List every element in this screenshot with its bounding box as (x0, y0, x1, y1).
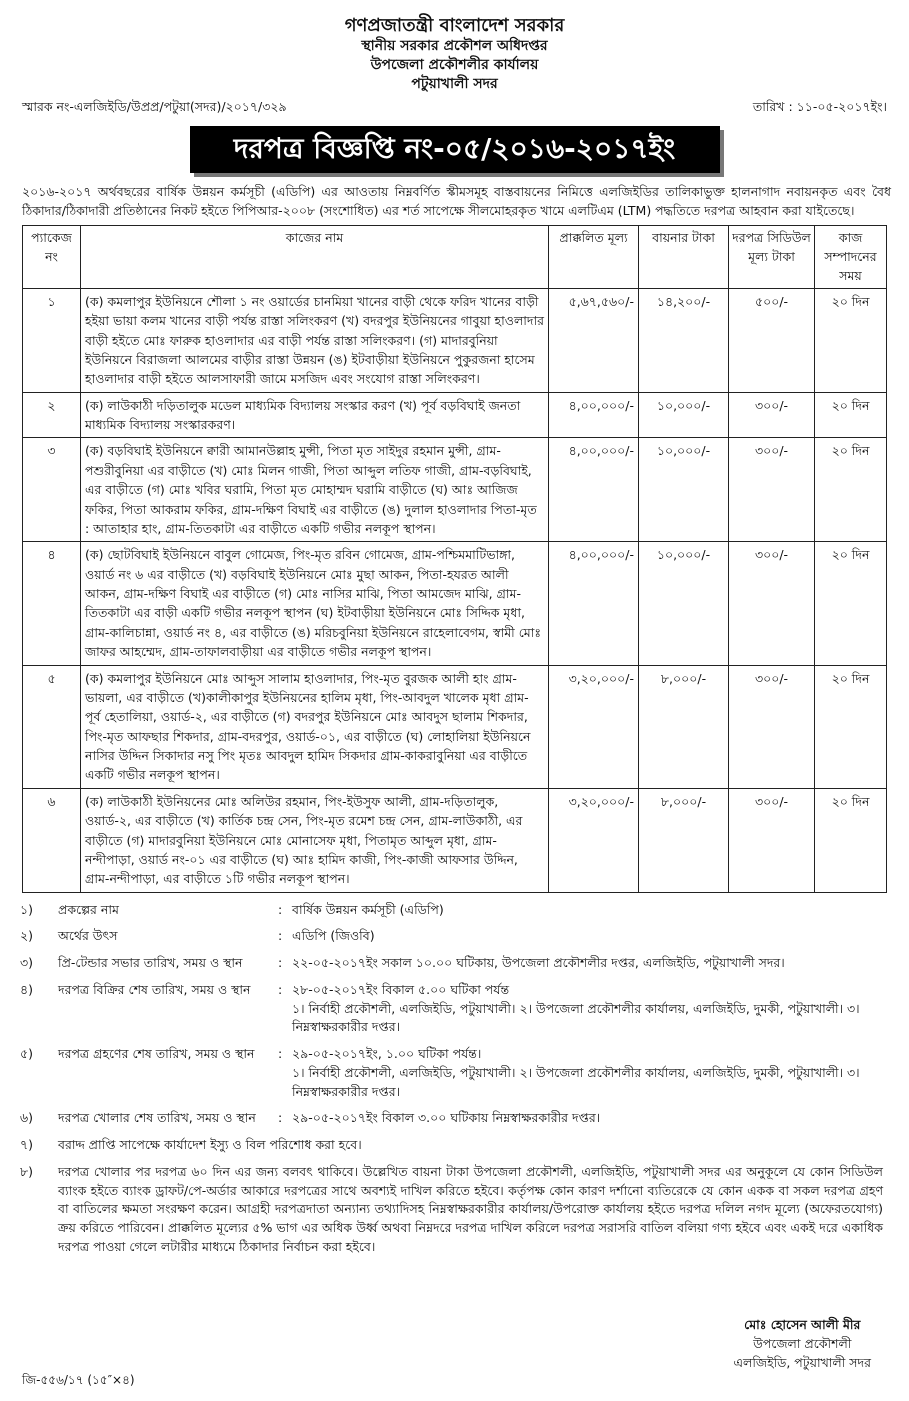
table-row (23, 392, 887, 438)
intro-paragraph: ২০১৬-২০১৭ অর্থবছরের বার্ষিক উন্নয়ন কর্মসূচী (এডিপি) এর আওতায় নিম্নবর্ণিত স্কীমসমূহ বাস্তবায়নের নিমিত্তে এলজিইডির তালিকাভুক্ত হালনাগাদ নবায়নকৃত এবং বৈধ ঠিকাদার/ঠিকাদারী প্রতিষ্ঠানের নিকট হইতে পিপিআর-২০০৮ (সংশোধিত) এর শর্ত সাপেক্ষে সীলমোহরকৃত খামে এলটিএম (LTM) পদ্ধতিতে দরপত্র আহবান করা যাইতেছে। (22, 184, 891, 218)
office-location: পটুয়াখালী সদর (411, 76, 498, 93)
estimated-cost: ৪,০০,০০০/- (549, 392, 639, 438)
schedule-price: ৫০০/- (729, 288, 815, 392)
info-label: দরপত্র গ্রহণের শেষ তারিখ, সময় ও স্থান (58, 1046, 255, 1062)
earnest-money: ১৪,২০০/- (639, 288, 729, 392)
col-header-earnest-money: বায়নার টাকা (639, 225, 729, 288)
info-item: ৬) দরপত্র খোলার শেষ তারিখ, সময় ও স্থান : ২৯-০৫-২০১৭ইং বিকাল ৩.০০ ঘটিকায় নিম্নস্বাক্ষরকারীর দপ্তর। (20, 1109, 883, 1128)
estimated-cost: ৫,৬৭,৫৬০/- (549, 288, 639, 392)
info-value: ২৯-০৫-২০১৭ইং, ১.০০ ঘটিকা পর্যন্ত। ১। নির্বাহী প্রকৌশলী, এলজিইডি, পটুয়াখালী। ২। উপজেলা প্রকৌশলীর কার্যালয়, এলজিইডি, দুমকী, পটুয়াখালী। ৩। নিম্নস্বাক্ষরকারীর দপ্তর। (292, 1046, 860, 1099)
office-name: উপজেলা প্রকৌশলীর কার্যালয় (370, 57, 539, 74)
completion-time: ২০ দিন (815, 788, 887, 892)
info-item: ৭) বরাদ্দ প্রাপ্তি সাপেক্ষে কার্যাদেশ ইস্যু ও বিল পরিশোধ করা হবে। (20, 1136, 883, 1155)
work-description: (ক) কমলাপুর ইউনিয়নে মোঃ আব্দুস সালাম হাওলাদার, পিং-মৃত বুরজক আলী হাং গ্রাম-ভায়লা, এর বাড়ীতে (খ)কালীকাপুর ইউনিয়নের হালিম মৃধা, পিং-আবদুল খালেক মৃধা গ্রাম-পূর্ব হেতালিয়া, ওয়ার্ড-২, এর বাড়ীতে (গ) বদরপুর ইউনিয়নে মোঃ আবদুস ছালাম শিকদার, পিং-মৃত আফছার শিকদার, গ্রাম-বদরপুর, ওয়ার্ড-০১, এর বাড়ীতে (ঘ) লোহালিয়া ইউনিয়নে নাসির উদ্দিন সিকাদার নসু পিং মৃতঃ আবদুল হামিদ সিকদার গ্রাম-কাকরাবুনিয়া এর বাড়ীতে একটি গভীর নলকূপ স্থাপন। (81, 665, 549, 788)
note-billing: বরাদ্দ প্রাপ্তি সাপেক্ষে কার্যাদেশ ইস্যু ও বিল পরিশোধ করা হবে। (58, 1137, 362, 1153)
package-no: ৪ (23, 542, 81, 665)
earnest-money: ১০,০০০/- (639, 438, 729, 542)
work-description: (ক) কমলাপুর ইউনিয়নে শৌলা ১ নং ওয়ার্ডের চানমিয়া খানের বাড়ী থেকে ফরিদ খানের বাড়ী হইয়া ভায়া কলম খানের বাড়ী পর্যন্ত রাস্তা সলিংকরণ (খ) বদরপুর ইউনিয়নের গাবুয়া হাওলাদার বাড়ী হইতে মোঃ ফারুক হাওলাদার এর বাড়ী পর্যন্ত রাস্তা সলিংকরণ। (গ) মাদারবুনিয়া ইউনিয়নে বিরাজলা আলমের বাড়ীর রাস্তা উন্নয়ন (ঙ) ইটবাড়ীয়া ইউনিয়নে পুকুরজনা হাসেম হাওলাদার বাড়ী হইতে আলসাফারী জামে মসজিদ এবং সংযোগ রাস্তা সলিংকরণ। (81, 288, 549, 392)
notice-title: দরপত্র বিজ্ঞপ্তি নং-০৫/২০১৬-২০১৭ইং (233, 132, 676, 166)
info-label: প্রি-টেন্ডার সভার তারিখ, সময় ও স্থান (58, 955, 243, 971)
work-description: (ক) লাউকাঠী ইউনিয়নের মোঃ অলিউর রহমান, পিং-ইউসুফ আলী, গ্রাম-দড়িতালুক, ওয়ার্ড-২, এর বাড়ীতে (খ) কার্তিক চন্দ্র সেন, পিং-মৃত রমেশ চন্দ্র সেন, গ্রাম-লাউকাঠী, এর বাড়ীতে (গ) মাদারবুনিয়া ইউনিয়নে মোঃ মোনাসেফ মৃধা, পিতামৃত আব্দুল মৃধা, গ্রাম-নন্দীপাড়া, ওয়ার্ড নং-০১ এর বাড়ীতে (ঘ) আঃ হামিদ কাজী, পিং-কাজী আফসার উদ্দিন, গ্রাম-নন্দীপাড়া, এর বাড়ীতে ১টি গভীর নলকূপ স্থাপন। (81, 788, 549, 892)
schedule-price: ৩০০/- (729, 665, 815, 788)
info-label: প্রকল্পের নাম (58, 901, 119, 917)
govt-name: গণপ্রজাতন্ত্রী বাংলাদেশ সরকার (344, 15, 565, 36)
table-row (23, 288, 887, 392)
info-number: ৫) (20, 1046, 33, 1062)
department-name: স্থানীয় সরকার প্রকৌশল অধিদপ্তর (361, 38, 548, 55)
table-row (23, 542, 887, 665)
signatory-office: এলজিইডি, পটুয়াখালী সদর (733, 1354, 871, 1370)
info-value: বার্ষিক উন্নয়ন কর্মসূচী (এডিপি) (292, 901, 444, 917)
col-header-completion-time: কাজ সম্পাদনের সময় (815, 225, 887, 288)
col-header-package-no: প্যাকেজ নং (23, 225, 81, 288)
table-header-row (23, 225, 887, 288)
info-item: ৩) প্রি-টেন্ডার সভার তারিখ, সময় ও স্থান : ২২-০৫-২০১৭ইং সকাল ১০.০০ ঘটিকায়, উপজেলা প্রকৌশলীর দপ্তর, এলজিইডি, পটুয়াখালী সদর। (20, 954, 883, 973)
estimated-cost: ৪,০০,০০০/- (549, 438, 639, 542)
col-header-work-name: কাজের নাম (81, 225, 549, 288)
estimated-cost: ৩,২০,০০০/- (549, 665, 639, 788)
info-value: ২৯-০৫-২০১৭ইং বিকাল ৩.০০ ঘটিকায় নিম্নস্বাক্ষরকারীর দপ্তর। (292, 1110, 601, 1126)
info-number: ১) (20, 901, 33, 917)
tender-info-list (20, 901, 883, 1257)
table-row (23, 788, 887, 892)
letterhead (0, 0, 909, 94)
earnest-money: ৮,০০০/- (639, 665, 729, 788)
earnest-money: ১০,০০০/- (639, 542, 729, 665)
info-item: ৪) দরপত্র বিক্রির শেষ তারিখ, সময় ও স্থান : ২৮-০৫-২০১৭ইং বিকাল ৫.০০ ঘটিকা পর্যন্ত ১। নির্বাহী প্রকৌশলী, এলজিইডি, পটুয়াখালী। ২। উপজেলা প্রকৌশলীর কার্যালয়, এলজিইডি, দুমকী, পটুয়াখালী। ৩। নিম্নস্বাক্ষরকারীর দপ্তর। (20, 981, 883, 1037)
info-value: এডিপি (জিওবি) (292, 928, 375, 944)
info-label: দরপত্র খোলার শেষ তারিখ, সময় ও স্থান (58, 1110, 256, 1126)
note-terms: দরপত্র খোলার পর দরপত্র ৬০ দিন এর জন্য বলবৎ থাকিবে। উল্লেখিত বায়না টাকা উপজেলা প্রকৌশলী, এলজিইডি, পটুয়াখালী সদর এর অনুকূলে যে কোন সিডিউল ব্যাংক হইতে ব্যাংক ড্রাফট/পে-অর্ডার আকারে দরপত্রের সাথে অবশ্যই দাখিল করিতে হইবে। কর্তৃপক্ষ কোন কারণ দর্শানো ব্যতিরেকে যে কোন একক বা সকল দরপত্র গ্রহণ বা বাতিলের ক্ষমতা সংরক্ষণ করেন। আগ্রহী দরপত্রদাতা অন্যান্য তথ্যাদিসহ নিম্নস্বাক্ষরকারীর কার্যালয়/উপরোক্ত কার্যালয় হইতে দরপত্র দলিল নগদ মূল্যে (অফেরতযোগ্য) ক্রয় করিতে পারিবেন। প্রাক্কলিত মূল্যের ৫% ভাগ এর অধিক উর্ধ্ব অথবা নিম্নদরে দরপত্র দাখিল করিলে দরপত্র সরাসরি বাতিল বলিয়া গণ্য হইবে এবং একই দরে একাধিক দরপত্র পাওয়া গেলে লটারীর মাধ্যমে ঠিকাদার নির্বাচন করা হইবে। (58, 1163, 883, 1254)
info-value: ২৮-০৫-২০১৭ইং বিকাল ৫.০০ ঘটিকা পর্যন্ত ১। নির্বাহী প্রকৌশলী, এলজিইডি, পটুয়াখালী। ২। উপজেলা প্রকৌশলীর কার্যালয়, এলজিইডি, দুমকী, পটুয়াখালী। ৩। নিম্নস্বাক্ষরকারীর দপ্তর। (292, 981, 860, 1035)
info-number: ৬) (20, 1110, 34, 1126)
completion-time: ২০ দিন (815, 288, 887, 392)
work-description: (ক) বড়বিঘাই ইউনিয়নে ক্বারী আমানউল্লাহ মুন্সী, পিতা মৃত সাইদুর রহমান মুন্সী, গ্রাম-পশুরীবুনিয়া এর বাড়ীতে (খ) মোঃ মিলন গাজী, পিতা আব্দুল লতিফ গাজী, গ্রাম-বড়বিঘাই, এর বাড়ীতে (গ) মোঃ খবির ঘরামি, পিতা মৃত মোহাম্মদ ঘরামি বাড়ীতে (ঘ) আঃ আজিজ ফকির, পিতা আকরাম ফকির, গ্রাম-দক্ষিণ বিঘাই এর বাড়ীতে (ঙ) দুলাল হাওলাদার পিতা-মৃত : আতাহার হাং, গ্রাম-তিতকাটা এর বাড়ীতে একটি গভীর নলকূপ স্থাপন। (81, 438, 549, 542)
notice-title-banner (190, 126, 720, 173)
completion-time: ২০ দিন (815, 542, 887, 665)
package-no: ৬ (23, 788, 81, 892)
signatory-name: মোঃ হোসেন আলী মীর (744, 1317, 861, 1332)
info-item: ৫) দরপত্র গ্রহণের শেষ তারিখ, সময় ও স্থান : ২৯-০৫-২০১৭ইং, ১.০০ ঘটিকা পর্যন্ত। ১। নির্বাহী প্রকৌশলী, এলজিইডি, পটুয়াখালী। ২। উপজেলা প্রকৌশলীর কার্যালয়, এলজিইডি, দুমকী, পটুয়াখালী। ৩। নিম্নস্বাক্ষরকারীর দপ্তর। (20, 1045, 883, 1101)
info-number: ৪) (20, 981, 33, 997)
package-no: ১ (23, 288, 81, 392)
info-label: অর্থের উৎস (58, 928, 118, 944)
reference-row (0, 98, 909, 116)
package-no: ৩ (23, 438, 81, 542)
signature-block (734, 1316, 872, 1372)
earnest-money: ১০,০০০/- (639, 392, 729, 438)
completion-time: ২০ দিন (815, 665, 887, 788)
col-header-schedule-price: দরপত্র সিডিউল মূল্য টাকা (729, 225, 815, 288)
completion-time: ২০ দিন (815, 392, 887, 438)
col-header-estimated-cost: প্রাক্কলিত মূল্য (549, 225, 639, 288)
memo-number: স্মারক নং-এলজিইডি/উপ্রপ্র/পটুয়া(সদর)/২০১৭/৩২৯ (22, 99, 287, 115)
info-number: ২) (20, 928, 34, 944)
info-value: ২২-০৫-২০১৭ইং সকাল ১০.০০ ঘটিকায়, উপজেলা প্রকৌশলীর দপ্তর, এলজিইডি, পটুয়াখালী সদর। (292, 955, 785, 971)
work-description: (ক) ছোটবিঘাই ইউনিয়নে বাবুল গোমেজ, পিং-মৃত রবিন গোমেজ, গ্রাম-পশ্চিমমাটিভাঙ্গা, ওয়ার্ড নং ৬ এর বাড়ীতে (খ) বড়বিঘাই ইউনিয়নে মোঃ মুছা আকন, পিতা-হযরত আলী আকন, গ্রাম-দক্ষিণ বিঘাই এর বাড়ীতে (গ) মোঃ নাসির মাঝি, পিতা আমজেদ মাঝি, গ্রাম-তিতকাটা এর বাড়ী একটি গভীর নলকূপ স্থাপন (ঘ) ইটবাড়ীয়া ইউনিয়নে মোঃ সিদ্দিক মৃধা, গ্রাম-কালিচান্না, ওয়ার্ড নং ৪, এর বাড়ীতে (ঙ) মরিচবুনিয়া ইউনিয়নে রাহেলাবেগম, স্বামী মোঃ জাফর আহম্মেদ, গ্রাম-তাফালবাড়ীয়া এর বাড়ীতে গভীর নলকূপ স্থাপন। (81, 542, 549, 665)
info-item: ২) অর্থের উৎস : এডিপি (জিওবি) (20, 927, 883, 946)
info-number: ৩) (20, 955, 34, 971)
info-item: ৮) দরপত্র খোলার পর দরপত্র ৬০ দিন এর জন্য বলবৎ থাকিবে। উল্লেখিত বায়না টাকা উপজেলা প্রকৌশলী, এলজিইডি, পটুয়াখালী সদর এর অনুকূলে যে কোন সিডিউল ব্যাংক হইতে ব্যাংক ড্রাফট/পে-অর্ডার আকারে দরপত্রের সাথে অবশ্যই দাখিল করিতে হইবে। কর্তৃপক্ষ কোন কারণ দর্শানো ব্যতিরেকে যে কোন একক বা সকল দরপত্র গ্রহণ বা বাতিলের ক্ষমতা সংরক্ষণ করেন। আগ্রহী দরপত্রদাতা অন্যান্য তথ্যাদিসহ নিম্নস্বাক্ষরকারীর কার্যালয়/উপরোক্ত কার্যালয় হইতে দরপত্র দলিল নগদ মূল্যে (অফেরতযোগ্য) ক্রয় করিতে পারিবেন। প্রাক্কলিত মূল্যের ৫% ভাগ এর অধিক উর্ধ্ব অথবা নিম্নদরে দরপত্র দাখিল করিলে দরপত্র সরাসরি বাতিল বলিয়া গণ্য হইবে এবং একই দরে একাধিক দরপত্র পাওয়া গেলে লটারীর মাধ্যমে ঠিকাদার নির্বাচন করা হইবে। (20, 1163, 883, 1257)
schedule-price: ৩০০/- (729, 788, 815, 892)
package-no: ৫ (23, 665, 81, 788)
info-item: ১) প্রকল্পের নাম : বার্ষিক উন্নয়ন কর্মসূচী (এডিপি) (20, 901, 883, 920)
info-label: দরপত্র বিক্রির শেষ তারিখ, সময় ও স্থান (58, 981, 251, 997)
package-no: ২ (23, 392, 81, 438)
signatory-title: উপজেলা প্রকৌশলী (753, 1335, 852, 1351)
completion-time: ২০ দিন (815, 438, 887, 542)
table-row (23, 438, 887, 542)
notice-date: তারিখ : ১১-০৫-২০১৭ইং। (752, 99, 887, 115)
estimated-cost: ৪,০০,০০০/- (549, 542, 639, 665)
schedule-price: ৩০০/- (729, 438, 815, 542)
footer-code: জি-৫৫৬/১৭ (১৫″×৪) (22, 1373, 135, 1387)
schedule-price: ৩০০/- (729, 392, 815, 438)
table-row (23, 665, 887, 788)
earnest-money: ৮,০০০/- (639, 788, 729, 892)
schedule-price: ৩০০/- (729, 542, 815, 665)
estimated-cost: ৩,২০,০০০/- (549, 788, 639, 892)
package-table (22, 225, 887, 893)
work-description: (ক) লাউকাঠী দড়িতালুক মডেল মাধ্যমিক বিদ্যালয় সংস্কার করণ (খ) পূর্ব বড়বিঘাই জনতা মাধ্যমিক বিদ্যালয় সংস্কারকরণ। (81, 392, 549, 438)
